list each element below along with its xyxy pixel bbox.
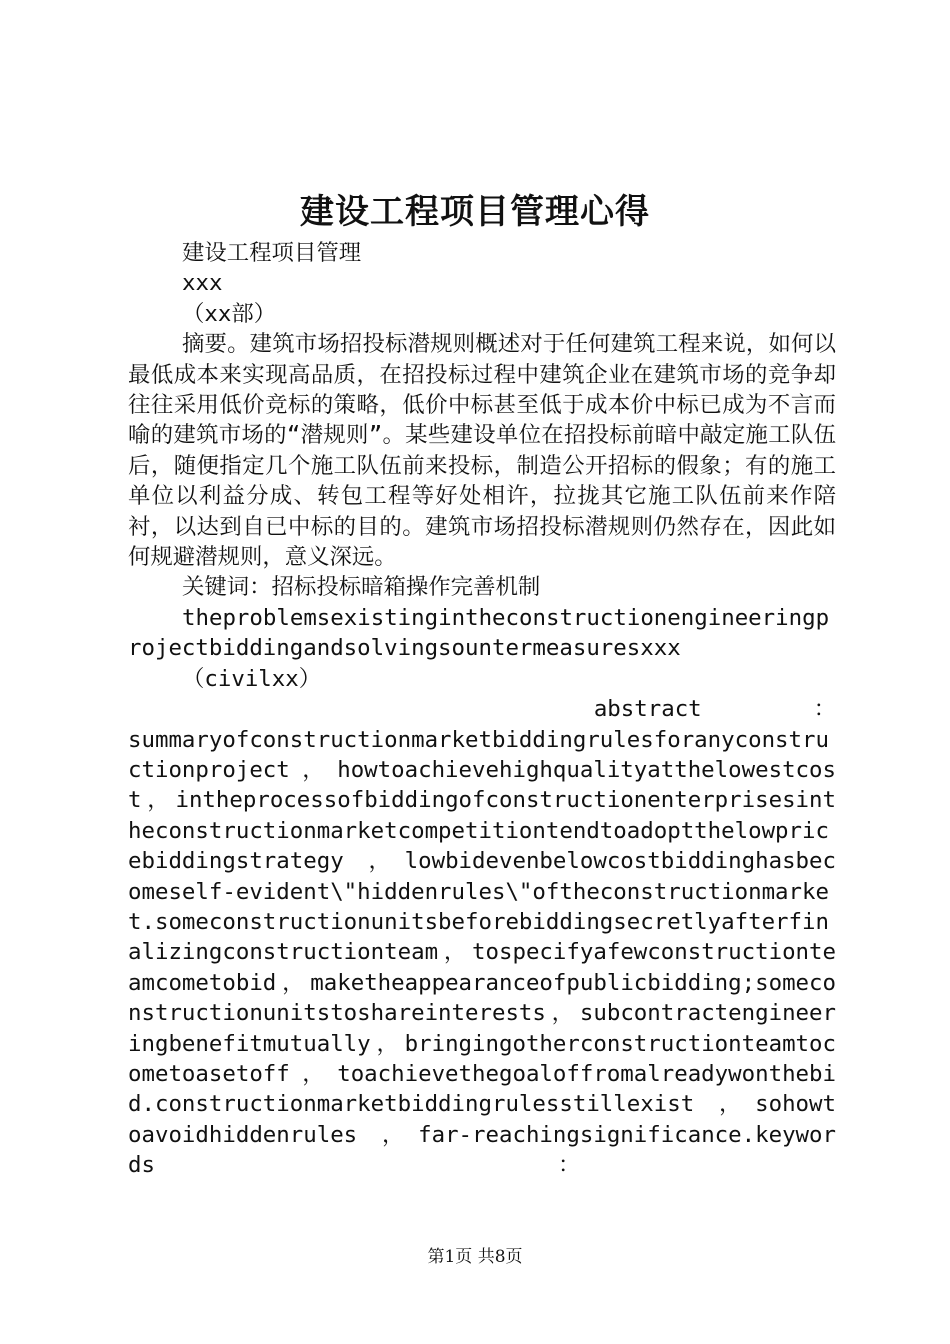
- page-footer: 第1页 共8页: [427, 1247, 523, 1267]
- keywords-chinese: 关键词：招标投标暗箱操作完善机制: [182, 574, 541, 601]
- document-body: [128, 238, 836, 1181]
- abstract-chinese: 摘要。建筑市场招投标潜规则概述对于任何建筑工程来说，如何以最低成本来实现高品质，在招投标过程中建筑企业在建筑市场的竞争却往往采用低价竞标的策略，低价中标甚至低于成本价中标已成为不言而喻的建筑市场的“潜规则”。某些建设单位在招投标前暗中敲定施工队伍后，随便指定几个施工队伍前来投标，制造公开招标的假象；有的施工单位以利益分成、转包工程等好处相许，拉拢其它施工队伍前来作陪衬，以达到自已中标的目的。建筑市场招投标潜规则仍然存在，因此如何规避潜规则，意义深远。: [128, 331, 836, 571]
- abstract-english: summaryofconstructionmarketbiddingrulesforanyconstructionproject，howtoachievehighqualityatthelowestcost，intheprocessofbiddingofconstructionenterprisesintheconstructionmarketcompetitiontendtoadoptthelowpricebiddingstrategy ， lowbidevenbelowcostbiddinghasbecomeself-evident\"hiddenrules\"oftheconstructionmarket.someconstructionunitsbeforebiddingsecretlyafterfinalizingconstructionteam，tospecifyafewconstructionteamcometobid，maketheappearanceofpublicbidding;someconstructionunitstoshareinterests，subcontractengineeringbenefitmutually，bringingotherconstructionteamtocometoasetoff，toachievethegoaloffromalreadywonthebid.constructionmarketbiddingrulesstillexist ， sohowtoavoidhiddenrules ， far-reachingsignificance.keywords ：: [128, 726, 836, 1179]
- subtitle: 建设工程项目管理: [182, 240, 362, 266]
- title-english: theproblemsexistingintheconstructionengineeringprojectbiddingandsolvingsountermeasuresxxx: [128, 604, 830, 662]
- author: xxx: [182, 270, 223, 297]
- document-title: 建设工程项目管理心得: [300, 192, 650, 232]
- abstract-english-label: abstract ：: [593, 696, 836, 723]
- department-english: （civilxx）: [182, 665, 322, 692]
- department: （xx部）: [182, 300, 277, 327]
